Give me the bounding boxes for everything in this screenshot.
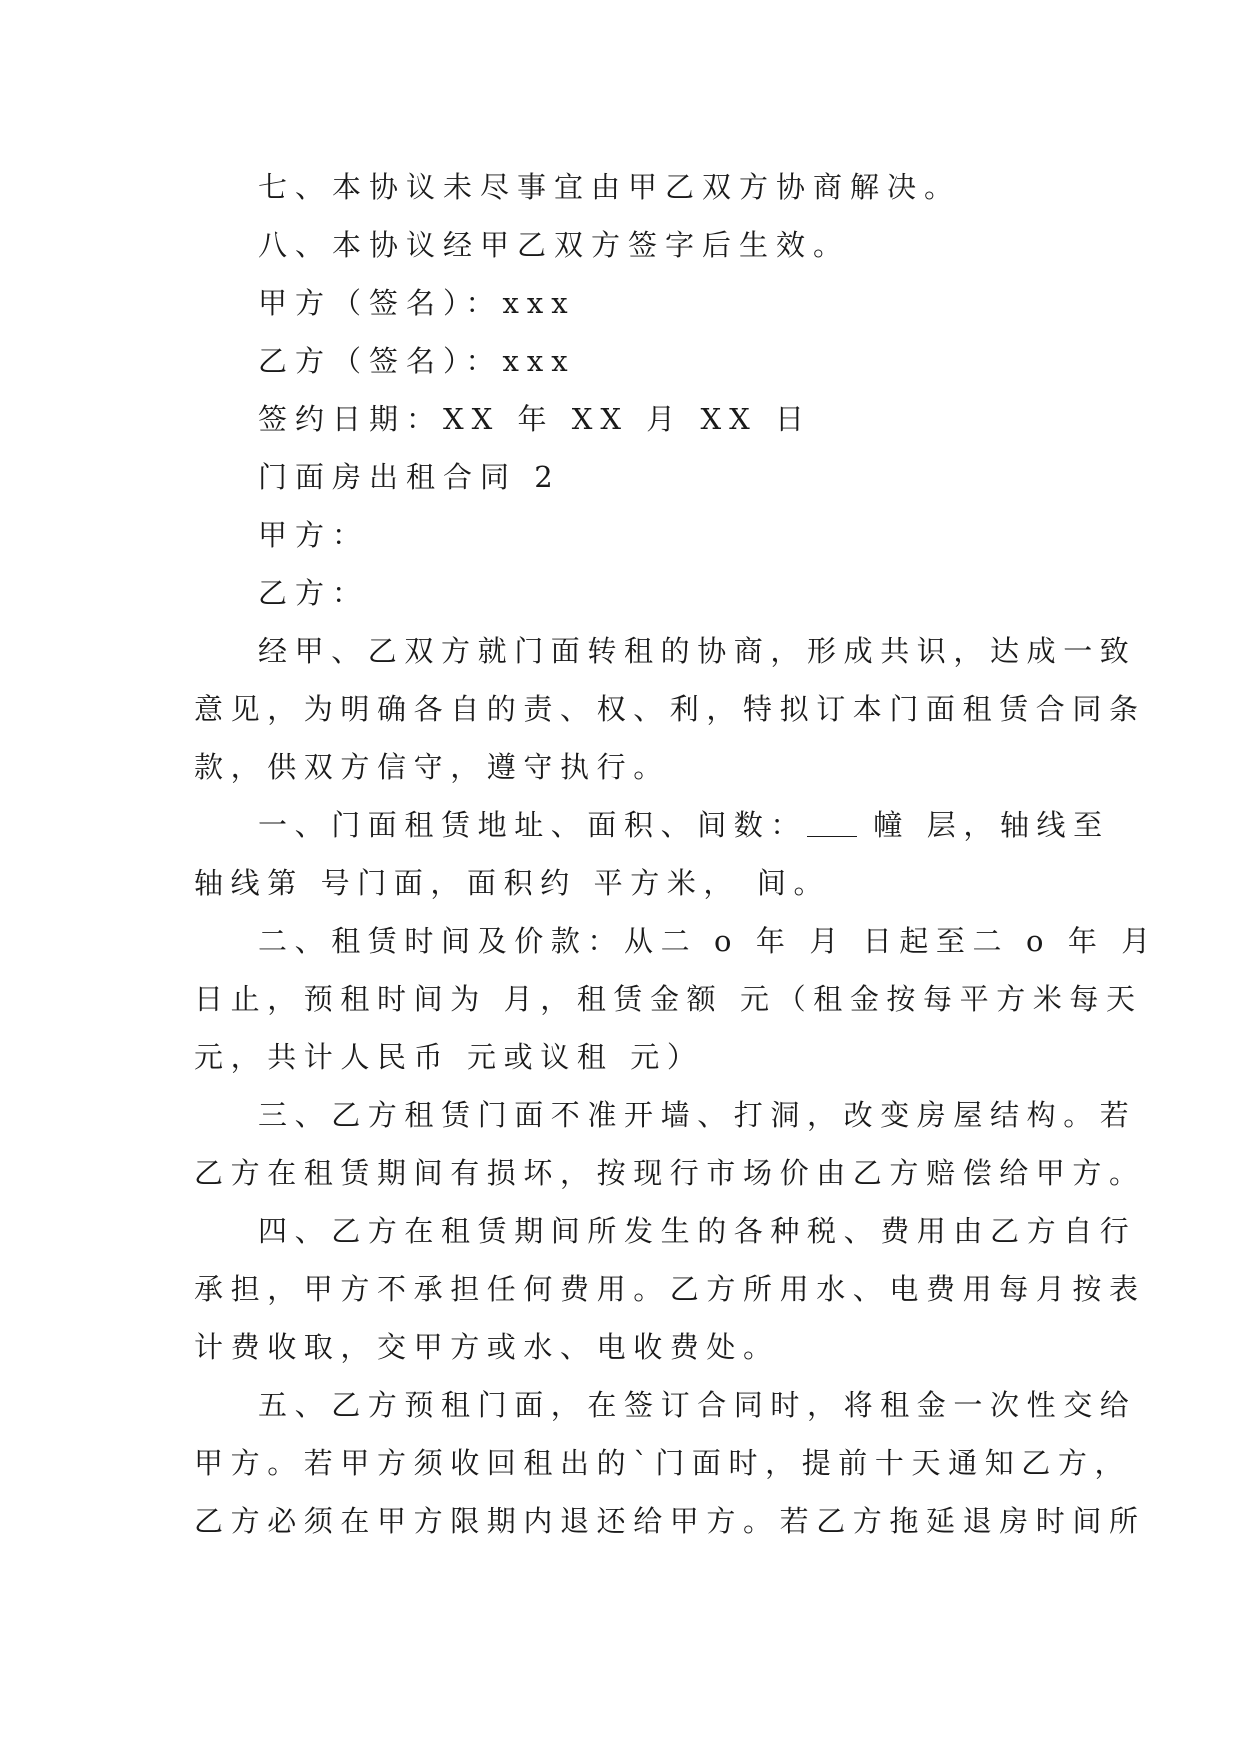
clause-3-paragraph — [194, 1086, 1146, 1202]
clause-3-line: 三、乙方租赁门面不准开墙、打洞，改变房屋结构。若 — [258, 1098, 1137, 1132]
party-b-signature: 乙方（签名）：xxx — [258, 344, 576, 378]
clause-5-line: 甲方。若甲方须收回租出的`门面时，提前十天通知乙方， — [194, 1446, 1132, 1480]
clause-2-paragraph — [194, 912, 1158, 1086]
intro-line: 意见，为明确各自的责、权、利，特拟订本门面租赁合同条 — [194, 692, 1146, 726]
clause-1-text: 幢 层，轴线至 — [856, 808, 1110, 842]
clause-1-paragraph — [194, 796, 1110, 912]
clause-1-text: 一、门面租赁地址、面积、间数： — [258, 808, 808, 842]
party-a-label: 甲方： — [258, 518, 370, 552]
clause-4-line: 计费收取，交甲方或水、电收费处。 — [194, 1330, 780, 1364]
signing-date: 签约日期：XX 年 XX 月 XX 日 — [258, 402, 812, 436]
contract-title: 门面房出租合同 2 — [258, 460, 561, 494]
clause-7: 七、本协议未尽事宜由甲乙双方协商解决。 — [258, 170, 962, 204]
clause-2-line: 日止，预租时间为 月，租赁金额 元（租金按每平方米每天 — [194, 982, 1143, 1016]
clause-5-line: 乙方必须在甲方限期内退还给甲方。若乙方拖延退房时间所 — [194, 1504, 1146, 1538]
intro-line: 款，供双方信守，遵守执行。 — [194, 750, 670, 784]
clause-3-line: 乙方在租赁期间有损坏，按现行市场价由乙方赔偿给甲方。 — [194, 1156, 1146, 1190]
party-a-signature: 甲方（签名）：xxx — [258, 286, 576, 320]
clause-1-line: 轴线第 号门面，面积约 平方米， 间。 — [194, 866, 831, 900]
party-b-label: 乙方： — [258, 576, 370, 610]
clause-2-line: 元，共计人民币 元或议租 元） — [194, 1040, 704, 1074]
document-body — [194, 158, 1158, 1550]
intro-line: 经甲、乙双方就门面转租的协商，形成共识，达成一致 — [258, 634, 1137, 668]
clause-4-paragraph — [194, 1202, 1146, 1376]
intro-paragraph — [194, 622, 1146, 796]
clause-2-line: 二、租赁时间及价款：从二 o 年 月 日起至二 o 年 月 — [258, 924, 1158, 958]
address-blank — [807, 806, 857, 837]
clause-5-line: 五、乙方预租门面，在签订合同时，将租金一次性交给 — [258, 1388, 1137, 1422]
clause-1-line — [194, 796, 1110, 854]
clause-4-line: 四、乙方在租赁期间所发生的各种税、费用由乙方自行 — [258, 1214, 1137, 1248]
clause-4-line: 承担，甲方不承担任何费用。乙方所用水、电费用每月按表 — [194, 1272, 1146, 1306]
clause-5-paragraph — [194, 1376, 1146, 1550]
clause-8: 八、本协议经甲乙双方签字后生效。 — [258, 228, 851, 262]
